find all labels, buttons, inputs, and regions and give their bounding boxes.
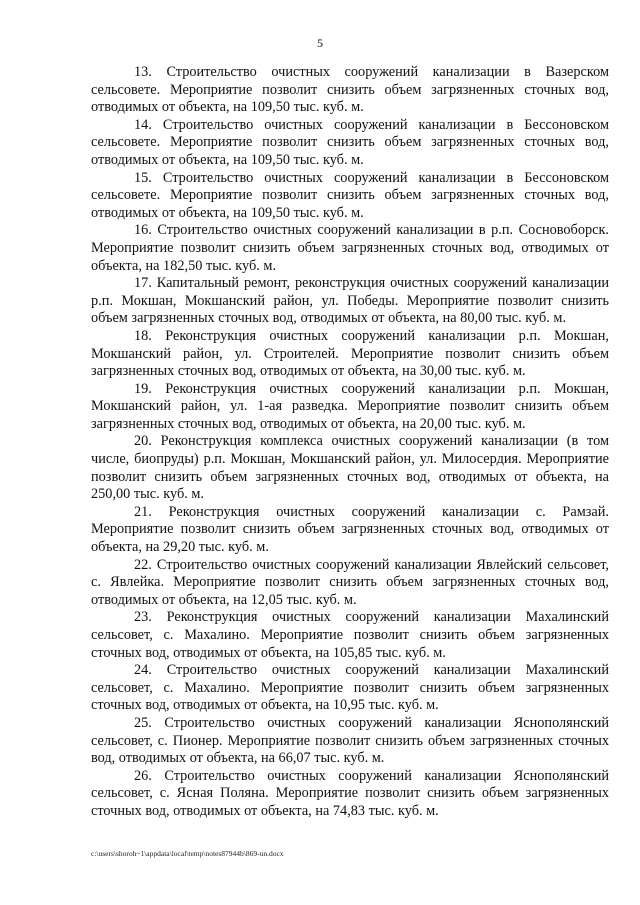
paragraph-23: 23. Реконструкция очистных сооружений канализации Махалинский сельсовет, с. Махалино. Мероприятие позволит снизить объем загрязненных сточных вод, отводимых от объекта, на 105,85 тыс. куб. м. [91,609,609,661]
paragraph-26: 26. Строительство очистных сооружений канализации Яснополянский сельсовет, с. Ясная Поляна. Мероприятие позволит снизить объем загрязненных сточных вод, отводимых от объекта, на 74,83 тыс. куб. м. [91,767,609,819]
paragraph-15: 15. Строительство очистных сооружений канализации в Бессоновском сельсовете. Мероприятие позволит снизить объем загрязненных сточных вод, отводимых от объекта, на 109,50 тыс. куб. м. [91,169,609,221]
paragraph-14: 14. Строительство очистных сооружений канализации в Бессоновском сельсовете. Мероприятие позволит снизить объем загрязненных сточных вод, отводимых от объекта, на 109,50 тыс. куб. м. [91,116,609,168]
paragraph-22: 22. Строительство очистных сооружений канализации Явлейский сельсовет, с. Явлейка. Мероприятие позволит снизить объем загрязненных сточных вод, отводимых от объекта, на 12,05 тыс. куб. м. [91,556,609,608]
page-number: 5 [317,36,323,50]
paragraph-19: 19. Реконструкция очистных сооружений канализации р.п. Мокшан, Мокшанский район, ул. 1-ая разведка. Мероприятие позволит снизить объем загрязненных сточных вод, отводимых от объекта, на 20,00 тыс. куб. м. [91,380,609,432]
paragraph-13: 13. Строительство очистных сооружений канализации в Вазерском сельсовете. Мероприятие позволит снизить объем загрязненных сточных вод, отводимых от объекта, на 109,50 тыс. куб. м. [91,64,609,116]
paragraph-17: 17. Капитальный ремонт, реконструкция очистных сооружений канализации р.п. Мокшан, Мокшанский район, ул. Победы. Мероприятие позволит снизить объем загрязненных сточных вод, отводимых от объекта, на 80,00 тыс. куб. м. [91,275,609,327]
paragraph-20: 20. Реконструкция комплекса очистных сооружений канализации (в том числе, биопруды) р.п. Мокшан, Мокшанский район, ул. Милосердия. Мероприятие позволит снизить объем загрязненных сточных вод, отводимых от объекта, на 250,00 тыс. куб. м. [91,433,609,503]
paragraph-18: 18. Реконструкция очистных сооружений канализации р.п. Мокшан, Мокшанский район, ул. Строителей. Мероприятие позволит снизить объем загрязненных сточных вод, отводимых от объекта, на 30,00 тыс. куб. м. [91,327,609,380]
paragraph-25: 25. Строительство очистных сооружений канализации Яснополянский сельсовет, с. Пионер. Мероприятие позволит снизить объем загрязненных сточных вод, отводимых от объекта, на 66,07 тыс. куб. м. [91,714,609,767]
paragraph-16: 16. Строительство очистных сооружений канализации в р.п. Сосновоборск. Мероприятие позволит снизить объем загрязненных сточных вод, отводимых от объекта, на 182,50 тыс. куб. м. [91,222,609,274]
paragraph-24: 24. Строительство очистных сооружений канализации Махалинский сельсовет, с. Махалино. Мероприятие позволит снизить объем загрязненных сточных вод, отводимых от объекта, на 10,95 тыс. куб. м. [91,662,609,714]
document-body [91,64,609,821]
paragraph-21: 21. Реконструкция очистных сооружений канализации с. Рамзай. Мероприятие позволит снизить объем загрязненных сточных вод, отводимых от объекта, на 29,20 тыс. куб. м. [91,503,609,556]
footer-file-path: c:\users\shoroh~1\appdata\local\temp\notes87944b\869-un.docx [91,849,284,858]
